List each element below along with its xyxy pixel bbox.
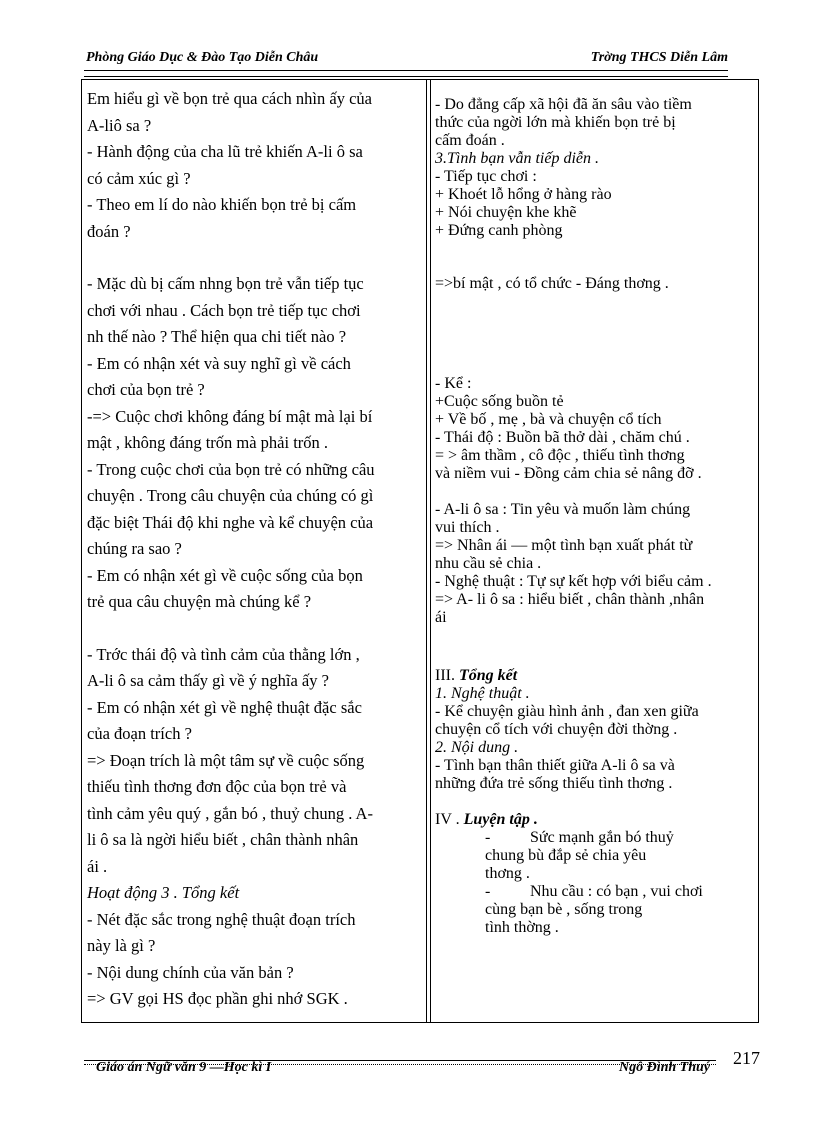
text-line: Sức mạnh gắn bó thuỷ xyxy=(530,829,674,846)
page-footer xyxy=(86,1060,716,1078)
question-line: chơi với nhau . Cách bọn trẻ tiếp tục chơi xyxy=(87,300,361,320)
question-line: A-li ô sa cảm thấy gì về ý nghĩa ấy ? xyxy=(87,671,329,690)
text-line: cấm đoán . xyxy=(435,132,505,149)
text-line: + Về bố , mẹ , bà và chuyện cổ tích xyxy=(435,411,662,428)
column-divider-inner xyxy=(430,80,431,1022)
text-line: chung bù đắp sẻ chia yêu xyxy=(485,847,647,864)
summary-title: Tổng kết xyxy=(458,667,518,684)
content-column xyxy=(435,96,755,937)
bullet-dash: - xyxy=(485,829,491,846)
question-line: đặc biệt Thái độ khi nghe và kể chuyện của xyxy=(87,512,374,532)
question-line: Em hiểu gì về bọn trẻ qua cách nhìn ấy của xyxy=(87,89,372,108)
question-line: - Em có nhận xét và suy nghĩ gì về cách xyxy=(87,353,351,373)
conclusion-secret: =>bí mật , có tổ chức - Đáng thơng . xyxy=(435,275,669,292)
teacher-activity-column xyxy=(87,86,421,1013)
text-line: + Đứng canh phòng xyxy=(435,222,563,239)
practice-item xyxy=(435,883,755,937)
text-line: - Nghệ thuật : Tự sự kết hợp với biểu cảm . xyxy=(435,573,712,590)
question-line: - Nội dung chính của văn bản ? xyxy=(87,962,294,982)
question-line: - Theo em lí do nào khiến bọn trẻ bị cấm xyxy=(87,195,357,214)
block-storytelling xyxy=(435,375,755,483)
question-line: - Em có nhận xét gì về cuộc sống của bọn xyxy=(87,565,363,585)
question-line: đoán ? xyxy=(87,221,131,241)
roman-numeral: IV . xyxy=(435,811,464,828)
lesson-table xyxy=(81,79,759,1023)
text-line: - Kể chuyện giàu hình ảnh , đan xen giữa xyxy=(435,703,699,720)
section-practice-heading xyxy=(435,811,755,829)
question-line: li ô sa là ngời hiểu biết , chân thành nhân xyxy=(87,830,359,849)
text-line: - Tiếp tục chơi : xyxy=(435,168,537,185)
question-line: - Mặc dù bị cấm nhng bọn trẻ vẫn tiếp tục xyxy=(87,274,364,293)
question-line: này là gì ? xyxy=(87,936,156,955)
text-line: những đứa trẻ sống thiếu tình thơng . xyxy=(435,775,673,792)
section-summary-heading xyxy=(435,667,755,685)
question-line: chúng ra sao ? xyxy=(87,539,182,558)
text-line: - Thái độ : Buồn bã thở dài , chăm chú . xyxy=(435,429,690,446)
blank-line xyxy=(87,245,421,271)
question-line: Hoạt động 3 . Tổng kết xyxy=(87,883,240,902)
question-line: -=> Cuộc chơi không đáng bí mật mà lại bí xyxy=(87,406,373,426)
block-reason xyxy=(435,96,755,150)
text-line: - A-li ô sa : Tin yêu và muốn làm chúng xyxy=(435,501,691,518)
question-line: => Đoạn trích là một tâm sự về cuộc sống xyxy=(87,750,365,770)
header-school-office: Phòng Giáo Dục & Đào Tạo Diễn Châu xyxy=(86,50,319,65)
bullet-dash: - xyxy=(485,883,491,900)
text-line: - Do đẳng cấp xã hội đã ăn sâu vào tiềm xyxy=(435,96,692,113)
question-line: - Hành động của cha lũ trẻ khiến A-li ô sa xyxy=(87,142,363,161)
text-line: Nhu cầu : có bạn , vui chơi xyxy=(530,883,703,900)
text-line: cùng bạn bè , sống trong xyxy=(485,901,643,918)
question-line: có cảm xúc gì ? xyxy=(87,168,191,188)
text-line: + Khoét lỗ hổng ở hàng rào xyxy=(435,186,612,203)
text-line: => A- li ô sa : hiểu biết , chân thành ,nhân xyxy=(435,591,705,608)
text-line: tình thờng . xyxy=(485,919,559,936)
question-line: chơi của bọn trẻ ? xyxy=(87,380,205,399)
question-line: - Nét đặc sắc trong nghệ thuật đoạn trích xyxy=(87,909,356,929)
question-line: - Trớc thái độ và tình cảm của thằng lớn , xyxy=(87,644,360,664)
practice-item xyxy=(435,829,755,883)
question-line: => GV gọi HS đọc phần ghi nhớ SGK . xyxy=(87,989,348,1008)
footer-lesson-plan: Giáo án Ngữ văn 9 —Học kì I xyxy=(96,1060,272,1075)
text-line: = > âm thầm , cô độc , thiếu tình thơng xyxy=(435,447,685,464)
text-line: và niềm vui - Đồng cảm chia sẻ nâng đỡ . xyxy=(435,465,702,482)
block-alyosha xyxy=(435,501,755,627)
question-line: thiếu tình thơng đơn độc của bọn trẻ và xyxy=(87,777,347,796)
sub-content-title: 2. Nội dung . xyxy=(435,739,519,756)
practice-title: Luyện tập . xyxy=(463,811,538,828)
page-number: 217 xyxy=(733,1048,760,1068)
text-line: - Tình bạn thân thiết giữa A-li ô sa và xyxy=(435,757,675,774)
text-line: thơng . xyxy=(485,865,530,882)
question-line: tình cảm yêu quý , gắn bó , thuỷ chung . A- xyxy=(87,803,373,823)
blank-line xyxy=(87,616,421,642)
question-line: mật , không đáng trốn mà phải trốn . xyxy=(87,433,329,452)
question-line: chuyện . Trong câu chuyện của chúng có gì xyxy=(87,486,374,505)
sub-art-title: 1. Nghệ thuật . xyxy=(435,685,530,702)
text-line: - Kể : xyxy=(435,375,472,392)
question-line: ái . xyxy=(87,856,108,876)
text-line: thức của ngời lớn mà khiến bọn trẻ bị xyxy=(435,114,676,131)
header-school-name: Trờng THCS Diễn Lâm xyxy=(590,50,728,65)
roman-numeral: III. xyxy=(435,667,459,684)
question-line: - Trong cuộc chơi của bọn trẻ có những câu xyxy=(87,459,375,479)
header-rule xyxy=(84,70,728,77)
column-divider xyxy=(426,80,427,1022)
text-line: vui thích . xyxy=(435,519,500,536)
text-line: +Cuộc sống buồn tẻ xyxy=(435,393,564,410)
question-line: nh thế nào ? Thể hiện qua chi tiết nào ? xyxy=(87,327,347,346)
text-line: nhu cầu sẻ chia . xyxy=(435,555,542,572)
footer-author: Ngô Đình Thuý xyxy=(618,1060,710,1075)
text-line: ái xyxy=(435,609,447,626)
page-header xyxy=(86,50,728,68)
question-line: của đoạn trích ? xyxy=(87,724,192,743)
section-3-title: 3.Tình bạn vẫn tiếp diễn . xyxy=(435,150,599,167)
question-line: - Em có nhận xét gì về nghệ thuật đặc sắc xyxy=(87,697,362,717)
question-line: trẻ qua câu chuyện mà chúng kể ? xyxy=(87,592,312,611)
text-line: + Nói chuyện khe khẽ xyxy=(435,204,577,221)
block-continue-play xyxy=(435,168,755,240)
text-line: chuyện cổ tích với chuyện đời thờng . xyxy=(435,721,678,738)
question-line: A-liô sa ? xyxy=(87,115,152,135)
text-line: => Nhân ái — một tình bạn xuất phát từ xyxy=(435,537,693,554)
